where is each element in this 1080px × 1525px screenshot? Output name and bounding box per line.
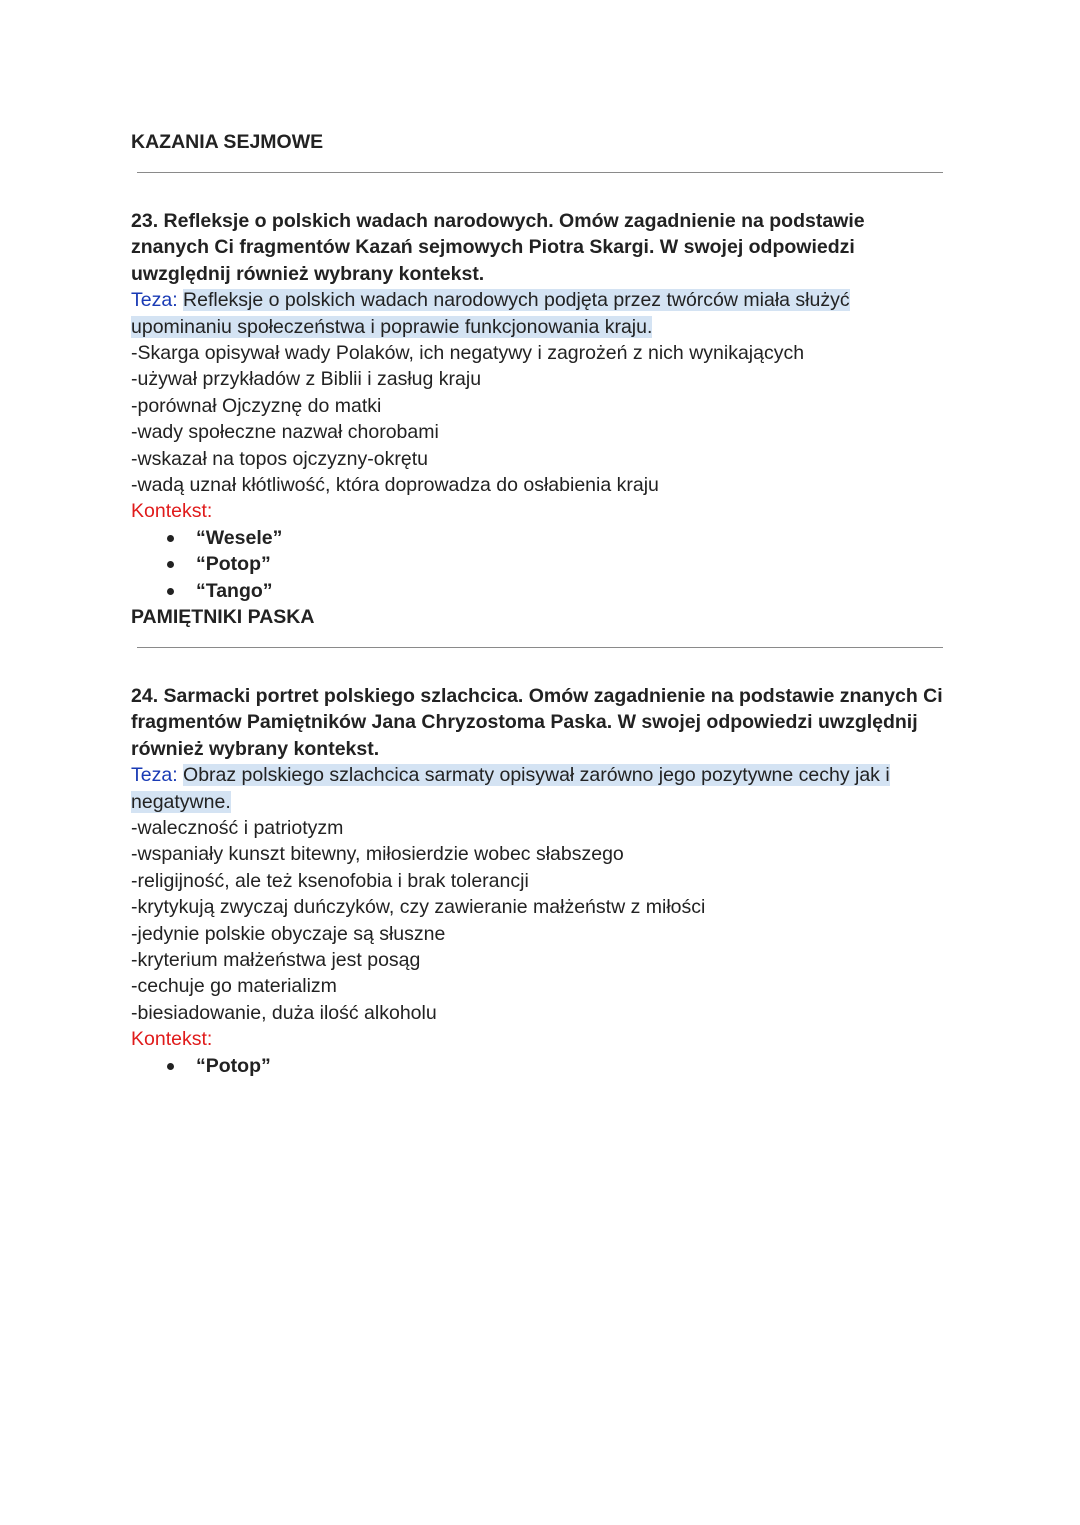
thesis-text: Refleksje o polskich wadach narodowych podjęta przez twórców miała służyć upominaniu społeczeństwa i poprawie funkcjonowania kraju. [131,289,850,338]
bullet-icon [167,588,174,595]
point-line: -krytykują zwyczaj duńczyków, czy zawieranie małżeństw z miłości [131,896,706,919]
point-line: -cechuje go materializm [131,975,337,998]
context-item [131,551,943,577]
context-item [131,578,943,604]
context-item [131,525,943,551]
point-line: -waleczność i patriotyzm [131,817,344,840]
thesis-label: Teza: [131,764,178,787]
point-line: -religijność, ale też ksenofobia i brak tolerancji [131,869,529,892]
context-label: Kontekst: [131,500,213,523]
question-23: 23. Refleksje o polskich wadach narodowych. Omów zagadnienie na podstawie znanych Ci fragmentów Kazań sejmowych Piotra Skargi. W swojej odpowiedzi uwzględnij również wybrany kontekst. [131,210,865,285]
context-list [131,1053,943,1079]
section-pamietniki [131,683,943,1079]
section-kazania [131,208,943,630]
section-title-kazania: KAZANIA SEJMOWE [131,131,324,153]
thesis-paragraph [131,762,943,815]
point-line: -wspaniały kunszt bitewny, miłosierdzie wobec słabszego [131,843,624,866]
point-line: -porównał Ojczyznę do matki [131,394,382,417]
point-line: -jedynie polskie obyczaje są słuszne [131,922,446,945]
context-item-text: “Wesele” [196,526,283,549]
question-24: 24. Sarmacki portret polskiego szlachcica. Omów zagadnienie na podstawie znanych Ci fragmentów Pamiętników Jana Chryzostoma Paska. W swojej odpowiedzi uwzględnij również wybrany kontekst. [131,685,943,760]
bullet-icon [167,561,174,568]
point-line: -biesiadowanie, duża ilość alkoholu [131,1001,437,1024]
context-label: Kontekst: [131,1028,213,1051]
section-divider [137,172,943,173]
thesis-text: Obraz polskiego szlachcica sarmaty opisywał zarówno jego pozytywne cechy jak i negatywne. [131,764,890,813]
context-list [131,525,943,604]
thesis-label: Teza: [131,289,178,312]
point-line: -wady społeczne nazwał chorobami [131,421,439,444]
context-item-text: “Tango” [196,579,273,602]
point-line: -wskazał na topos ojczyzny-okrętu [131,447,428,470]
section-divider [137,647,943,648]
bullet-icon [167,1063,174,1070]
point-line: -Skarga opisywał wady Polaków, ich negatywy i zagrożeń z nich wynikających [131,342,805,365]
context-item-text: “Potop” [196,553,271,576]
point-line: -wadą uznał kłótliwość, która doprowadza do osłabienia kraju [131,474,659,497]
context-item-text: “Potop” [196,1054,271,1077]
point-line: -kryterium małżeństwa jest posąg [131,949,421,972]
bullet-icon [167,535,174,542]
thesis-paragraph [131,287,943,340]
section-title-pamietniki: PAMIĘTNIKI PASKA [131,606,315,629]
context-item [131,1053,943,1079]
point-line: -używał przykładów z Biblii i zasług kraju [131,368,482,391]
